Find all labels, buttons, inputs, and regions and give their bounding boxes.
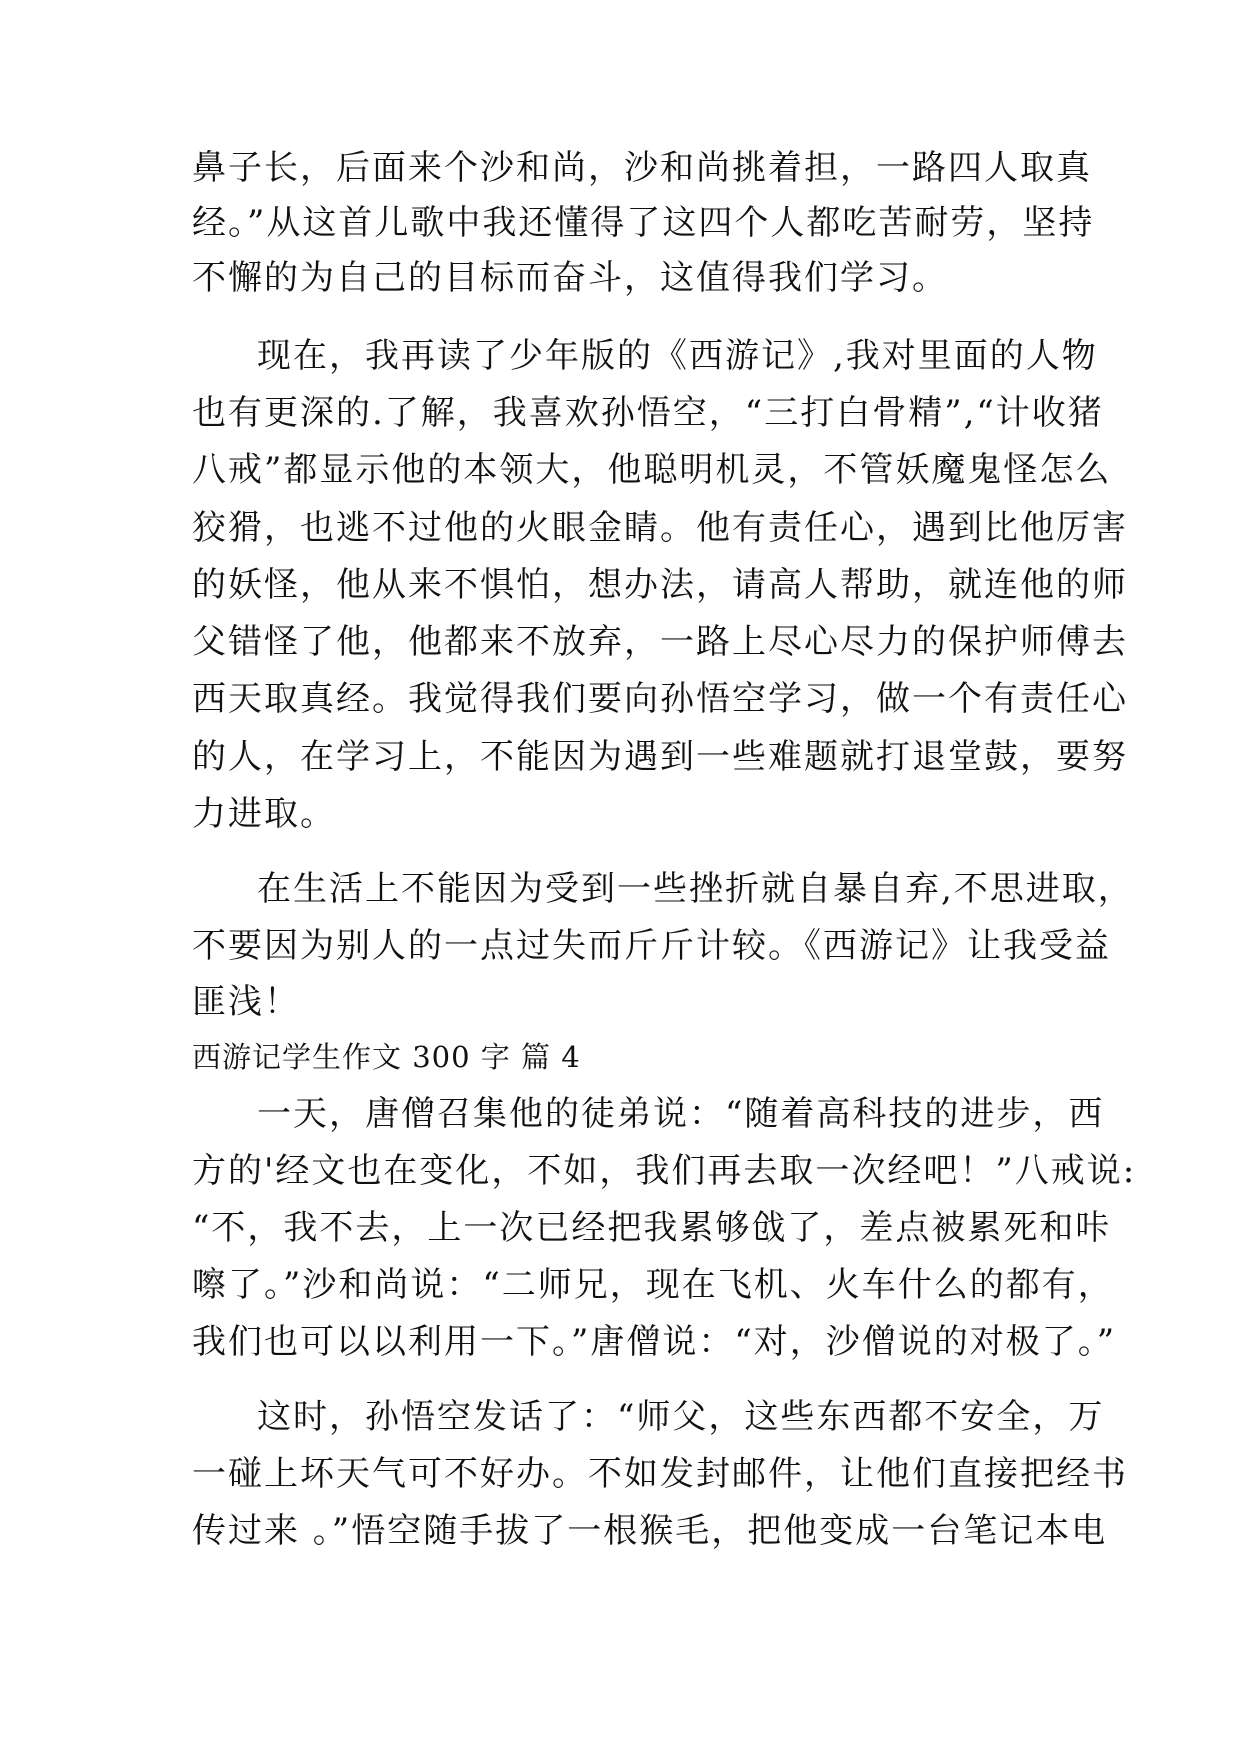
text-line: 不懈的为自己的目标而奋斗，这值得我们学习。 xyxy=(192,258,948,298)
text-line: 的人，在学习上，不能因为遇到一些难题就打退堂鼓，要努 xyxy=(192,737,1128,777)
text-line: 一碰上坏天气可不好办。不如发封邮件，让他们直接把经书 xyxy=(192,1454,1128,1494)
text-line: 传过来 。”悟空随手拔了一根猴毛，把他变成一台笔记本电 xyxy=(192,1511,1108,1551)
text-line: 经。”从这首儿歌中我还懂得了这四个人都吃苦耐劳，坚持 xyxy=(192,203,1095,243)
text-line: 力进取。 xyxy=(192,794,336,834)
text-line: 西天取真经。我觉得我们要向孙悟空学习，做一个有责任心 xyxy=(192,679,1128,719)
text-line: 方的'经文也在变化，不如，我们再去取一次经吧！”八戒说: xyxy=(192,1151,1137,1191)
paragraph-first-line: 一天，唐僧召集他的徒弟说：“随着高科技的进步，西 xyxy=(257,1094,1105,1134)
text-line: 八戒”都显示他的本领大，他聪明机灵，不管妖魔鬼怪怎么 xyxy=(192,450,1112,490)
text-line: “不，我不去，上一次已经把我累够戗了，差点被累死和咔 xyxy=(192,1208,1112,1248)
section-heading: 西游记学生作文 300 字 篇 4 xyxy=(192,1040,581,1074)
text-line: 也有更深的.了解，我喜欢孙悟空，“三打白骨精”,“计收猪 xyxy=(192,393,1104,433)
paragraph-first-line: 在生活上不能因为受到一些挫折就自暴自弃,不思进取， xyxy=(257,869,1134,909)
text-line: 的妖怪，他从来不惧怕，想办法，请高人帮助，就连他的师 xyxy=(192,565,1128,605)
paragraph-first-line: 现在，我再读了少年版的《西游记》,我对里面的人物 xyxy=(257,336,1098,376)
text-line: 鼻子长，后面来个沙和尚，沙和尚挑着担，一路四人取真 xyxy=(192,148,1092,188)
paragraph-first-line: 这时，孙悟空发话了：“师父，这些东西都不安全，万 xyxy=(257,1397,1105,1437)
text-line: 我们也可以以利用一下。”唐僧说：“对，沙僧说的对极了。” xyxy=(192,1322,1117,1362)
text-line: 不要因为别人的一点过失而斤斤计较。《西游记》让我受益 xyxy=(192,926,1111,966)
text-line: 父错怪了他，他都来不放弃，一路上尽心尽力的保护师傅去 xyxy=(192,622,1128,662)
text-line: 匪浅！ xyxy=(192,982,300,1022)
text-line: 狡猾，也逃不过他的火眼金睛。他有责任心，遇到比他厉害 xyxy=(192,508,1128,548)
text-line: 嚓了。”沙和尚说：“二师兄，现在飞机、火车什么的都有， xyxy=(192,1265,1114,1305)
